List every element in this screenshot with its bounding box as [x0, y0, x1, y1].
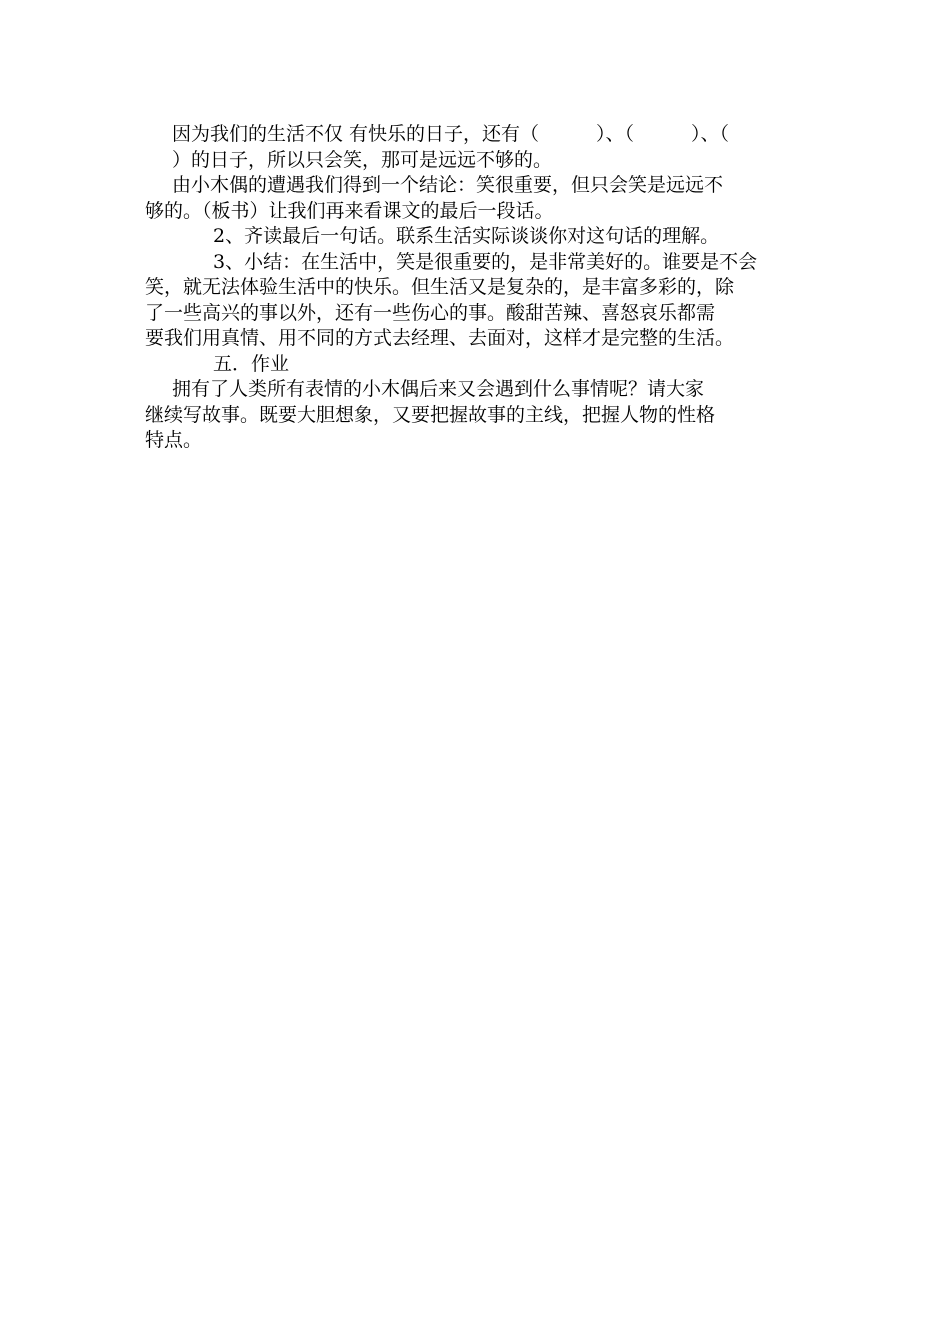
paragraph-line: 因为我们的生活不仅 有快乐的日子，还有（ ）、（ ）、（ — [172, 123, 730, 145]
section-heading: 五．作业 — [213, 352, 290, 375]
paragraph-line: 拥有了人类所有表情的小木偶后来又会遇到什么事情呢？请大家 — [172, 378, 705, 400]
paragraph-line: 笑，就无法体验生活中的快乐。但生活又是复杂的，是丰富多彩的，除 — [145, 276, 735, 298]
paragraph-line: 3、小结：在生活中，笑是很重要的，是非常美好的。谁要是不会 — [213, 250, 758, 273]
paragraph-line: 够的。（板书）让我们再来看课文的最后一段话。 — [145, 199, 554, 222]
paragraph-line: 特点。 — [145, 429, 203, 451]
paragraph-line: 由小木偶的遭遇我们得到一个结论：笑很重要，但只会笑是远远不 — [172, 174, 724, 196]
document-body — [145, 122, 810, 454]
paragraph-line: 继续写故事。既要大胆想象，又要把握故事的主线，把握人物的性格 — [145, 403, 716, 426]
paragraph-line: ）的日子，所以只会笑，那可是远远不够的。 — [172, 148, 553, 171]
paragraph-line: 了一些高兴的事以外，还有一些伤心的事。酸甜苦辣、喜怒哀乐都需 — [145, 301, 716, 324]
paragraph-line: 要我们用真情、用不同的方式去经理、去面对，这样才是完整的生活。 — [145, 327, 735, 349]
paragraph-line: 2、齐读最后一句话。联系生活实际谈谈你对这句话的理解。 — [213, 225, 720, 247]
